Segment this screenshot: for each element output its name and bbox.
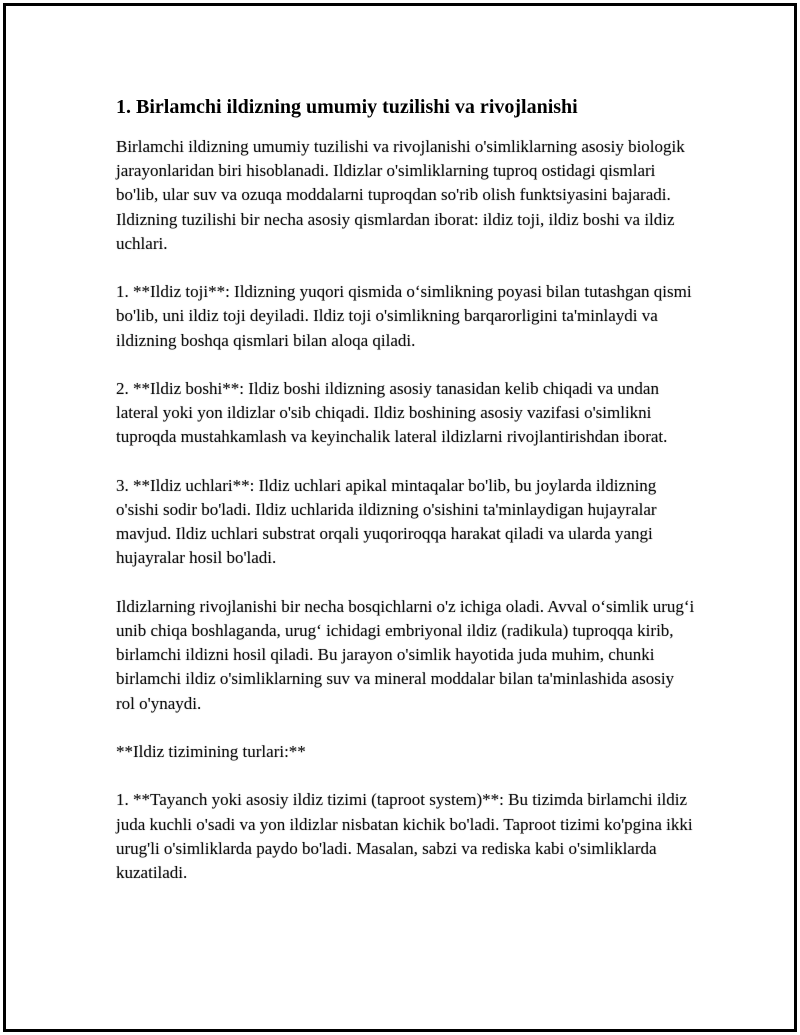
paragraph-ildiz-boshi: 2. **Ildiz boshi**: Ildiz boshi ildizning asosiy tanasidan kelib chiqadi va undan lateral yoki yon ildizlar o'sib chiqadi. Ildiz boshining asosiy vazifasi o'simlikni tuproqda mustahkamlash va keyinchalik lateral ildizlarni rivojlantirishdan iborat. <box>116 379 668 447</box>
paragraph-ildiz-toji: 1. **Ildiz toji**: Ildizning yuqori qismida o‘simlikning poyasi bilan tutashgan qismi bo'lib, uni ildiz toji deyiladi. Ildiz toji o'simlikning barqarorligini ta'minlaydi va ildizning boshqa qismlari bilan aloqa qiladi. <box>116 282 692 350</box>
paragraph-rivojlanish: Ildizlarning rivojlanishi bir necha bosqichlarni o'z ichiga oladi. Avval o‘simlik urug‘i unib chiqa boshlaganda, urug‘ ichidagi embriyonal ildiz (radikula) tuproqqa kirib, birlamchi ildizni hosil qiladi. Bu jarayon o'simlik hayotida juda muhim, chunki birlamchi ildiz o'simliklarning suv va mineral moddalar bilan ta'minlashida asosiy rol o'ynaydi. <box>116 596 695 713</box>
paragraph-intro: Birlamchi ildizning umumiy tuzilishi va rivojlanishi o'simliklarning asosiy biologik jarayonlaridan biri hisoblanadi. Ildizlar o'simliklarning tuproq ostidagi qismlari bo'lib, ular suv va ozuqa moddalarni tuproqdan so'rib olish funktsiyasini bajaradi. Ildizning tuzilishi bir necha asosiy qismlardan iborat: ildiz toji, ildiz boshi va ildiz uchlari. <box>116 137 685 253</box>
paragraph-ildiz-uchlari: 3. **Ildiz uchlari**: Ildiz uchlari apikal mintaqalar bo'lib, bu joylarda ildizning o'sishi sodir bo'ladi. Ildiz uchlarida ildizning o'sishini ta'minlaydigan hujayralar mavjud. Ildiz uchlari substrat orqali yuqoriroqqa harakat qiladi va ularda yangi hujayralar hosil bo'ladi. <box>116 475 657 568</box>
document-body <box>116 93 696 909</box>
paragraph-taproot: 1. **Tayanch yoki asosiy ildiz tizimi (taproot system)**: Bu tizimda birlamchi ildiz juda kuchli o'sadi va yon ildizlar nisbatan kichik bo'ladi. Taproot tizimi ko'pgina ikki urug'li o'simliklarda paydo bo'ladi. Masalan, sabzi va rediska kabi o'simliklarda kuzatiladi. <box>116 790 693 882</box>
paragraph-tizim-turlari-heading: **Ildiz tizimining turlari:** <box>116 742 306 761</box>
section-heading: 1. Birlamchi ildizning umumiy tuzilishi va rivojlanishi <box>116 96 578 118</box>
